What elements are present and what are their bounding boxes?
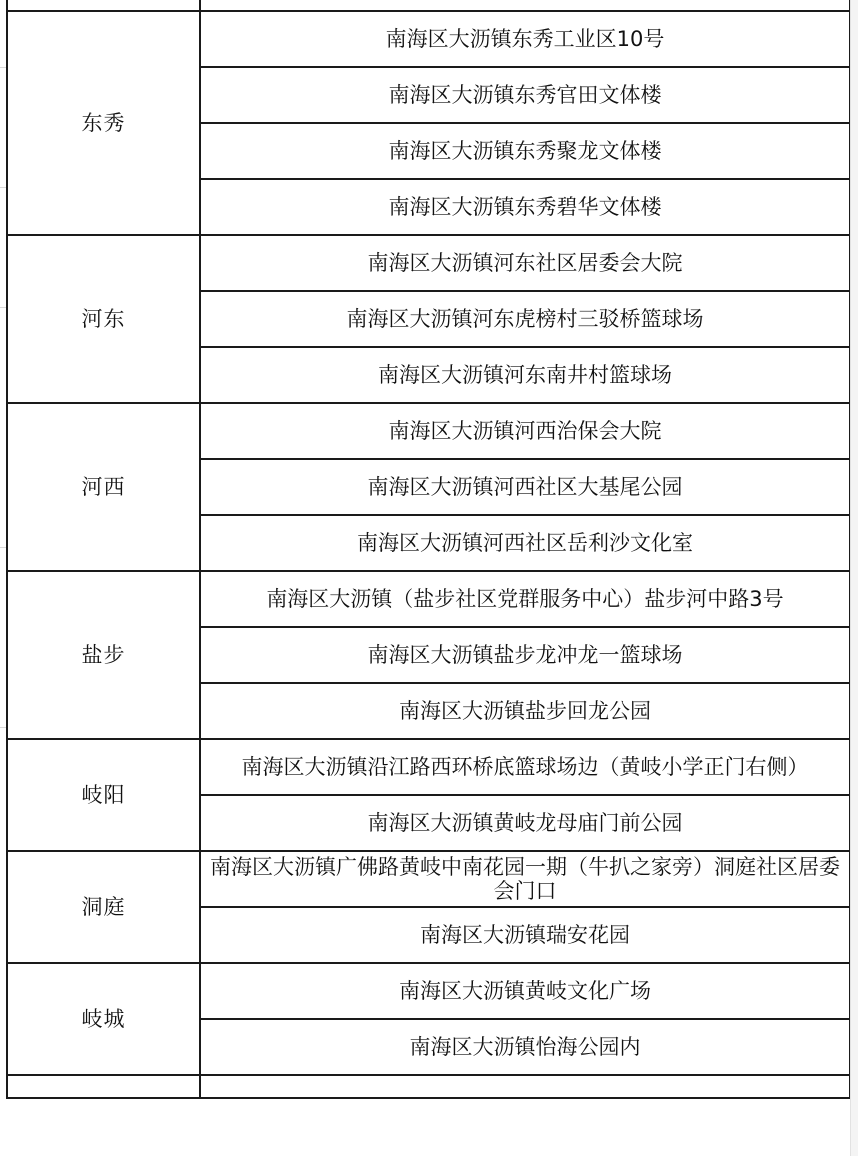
- site-cell[interactable]: 南海区大沥镇河东社区居委会大院: [200, 235, 850, 291]
- site-cell[interactable]: 南海区大沥镇河东南井村篮球场: [200, 347, 850, 403]
- table-row: [7, 235, 850, 291]
- community-cell[interactable]: 洞庭: [7, 851, 200, 963]
- table-row: [7, 739, 850, 795]
- community-cell[interactable]: 盐步: [7, 571, 200, 739]
- community-cell-empty: [7, 1075, 200, 1098]
- table-row: [7, 11, 850, 67]
- site-cell[interactable]: 南海区大沥镇东秀官田文体楼: [200, 67, 850, 123]
- table-row-cropped-top: [7, 0, 850, 11]
- sheet-right-margin: [850, 0, 858, 1156]
- site-cell[interactable]: 南海区大沥镇黄岐龙母庙门前公园: [200, 795, 850, 851]
- community-cell[interactable]: 岐阳: [7, 739, 200, 851]
- community-cell[interactable]: 河西: [7, 403, 200, 571]
- site-cell[interactable]: 南海区大沥镇东秀工业区10号: [200, 11, 850, 67]
- site-cell[interactable]: 南海区大沥镇黄岐文化广场: [200, 963, 850, 1019]
- site-cell-empty: [200, 1075, 850, 1098]
- site-cell[interactable]: 南海区大沥镇东秀聚龙文体楼: [200, 123, 850, 179]
- site-cell[interactable]: 南海区大沥镇怡海公园内: [200, 1019, 850, 1075]
- site-cell[interactable]: 南海区大沥镇东秀碧华文体楼: [200, 179, 850, 235]
- community-cell[interactable]: 东秀: [7, 11, 200, 235]
- site-cell[interactable]: 南海区大沥镇河西社区大基尾公园: [200, 459, 850, 515]
- site-cell[interactable]: 南海区大沥镇盐步回龙公园: [200, 683, 850, 739]
- site-cell-empty: [200, 0, 850, 11]
- site-cell[interactable]: 南海区大沥镇河东虎榜村三驳桥篮球场: [200, 291, 850, 347]
- table-row: [7, 403, 850, 459]
- site-cell[interactable]: 南海区大沥镇河西社区岳利沙文化室: [200, 515, 850, 571]
- community-cell-empty: [7, 0, 200, 11]
- community-cell[interactable]: 河东: [7, 235, 200, 403]
- site-cell[interactable]: 南海区大沥镇（盐步社区党群服务中心）盐步河中路3号: [200, 571, 850, 627]
- table-row: [7, 851, 850, 907]
- location-table: [6, 0, 851, 1099]
- table-row-cropped-bottom: [7, 1075, 850, 1098]
- table-row: [7, 963, 850, 1019]
- site-cell[interactable]: 南海区大沥镇河西治保会大院: [200, 403, 850, 459]
- site-cell[interactable]: 南海区大沥镇沿江路西环桥底篮球场边（黄岐小学正门右侧）: [200, 739, 850, 795]
- site-cell[interactable]: 南海区大沥镇盐步龙冲龙一篮球场: [200, 627, 850, 683]
- site-cell[interactable]: 南海区大沥镇瑞安花园: [200, 907, 850, 963]
- table-row: [7, 571, 850, 627]
- community-cell[interactable]: 岐城: [7, 963, 200, 1075]
- site-cell[interactable]: 南海区大沥镇广佛路黄岐中南花园一期（牛扒之家旁）洞庭社区居委会门口: [200, 851, 850, 907]
